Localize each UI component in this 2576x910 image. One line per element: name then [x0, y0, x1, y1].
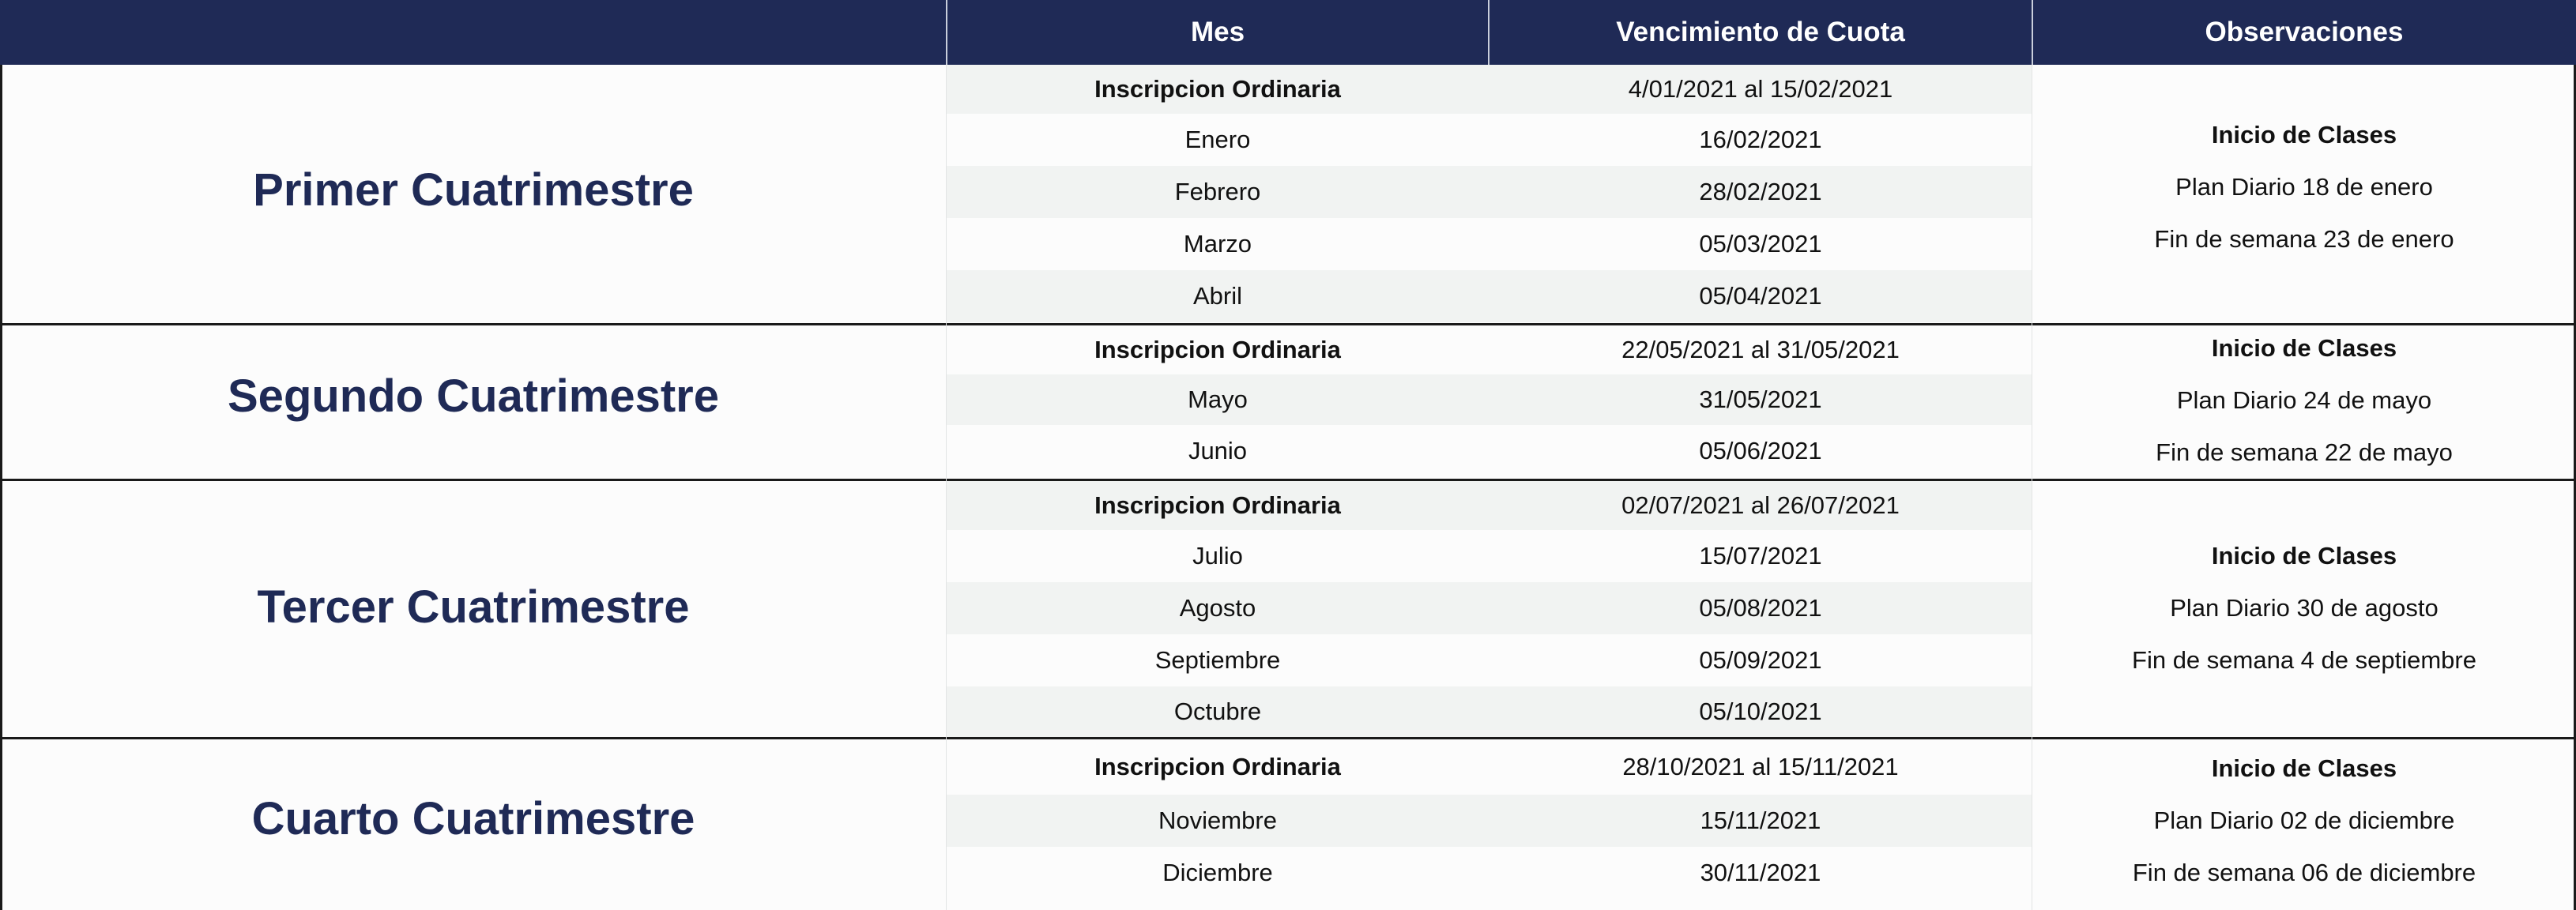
vencimiento-cell: 05/04/2021 — [1699, 282, 1822, 310]
observacion-line: Plan Diario 02 de diciembre — [2153, 807, 2455, 834]
table-row — [947, 325, 2032, 374]
mes-cell: Febrero — [1174, 178, 1261, 205]
table-border-left — [0, 65, 2, 910]
period-title: Primer Cuatrimestre — [253, 164, 694, 216]
mes-cell: Octubre — [1173, 698, 1262, 725]
table-row — [947, 374, 2032, 425]
mes-cell: Mayo — [1188, 385, 1248, 413]
mes-cell: Diciembre — [1162, 859, 1273, 886]
observacion-line: Plan Diario 18 de enero — [2175, 173, 2433, 201]
mes-cell: Septiembre — [1154, 646, 1281, 674]
table-row — [947, 270, 2032, 322]
observacion-line: Fin de semana 23 de enero — [2154, 225, 2454, 253]
table-row — [947, 530, 2032, 582]
mes-cell: Julio — [1192, 542, 1243, 570]
period-title: Segundo Cuatrimestre — [228, 370, 719, 422]
vencimiento-cell: 05/06/2021 — [1699, 437, 1822, 464]
table-row — [947, 686, 2032, 737]
table-row — [947, 634, 2032, 686]
mes-cell: Abril — [1192, 282, 1242, 310]
observacion-line: Fin de semana 06 de diciembre — [2132, 859, 2476, 886]
vencimiento-cell: 16/02/2021 — [1699, 126, 1822, 153]
header-period-cell — [0, 0, 947, 65]
table-row — [947, 218, 2032, 270]
vencimiento-cell: 05/10/2021 — [1699, 698, 1822, 725]
observacion-line: Fin de semana 22 de mayo — [2156, 438, 2453, 466]
mes-cell: Inscripcion Ordinaria — [1094, 491, 1341, 519]
observacion-heading: Inicio de Clases — [2211, 121, 2397, 149]
table-row — [947, 739, 2032, 795]
mes-cell: Inscripcion Ordinaria — [1094, 336, 1341, 363]
header-observaciones: Observaciones — [2032, 0, 2576, 65]
observacion-heading: Inicio de Clases — [2211, 334, 2397, 362]
mes-cell: Junio — [1188, 437, 1248, 464]
period-title: Cuarto Cuatrimestre — [251, 792, 695, 844]
vencimiento-cell: 15/07/2021 — [1699, 542, 1822, 570]
mes-cell: Agosto — [1179, 594, 1256, 622]
vencimiento-cell: 05/08/2021 — [1699, 594, 1822, 622]
observacion-line: Plan Diario 24 de mayo — [2176, 386, 2432, 414]
vencimiento-cell: 02/07/2021 al 26/07/2021 — [1621, 491, 1900, 519]
vencimiento-cell: 28/10/2021 al 15/11/2021 — [1622, 753, 1899, 780]
column-divider — [946, 65, 947, 910]
mes-cell: Inscripcion Ordinaria — [1094, 75, 1341, 103]
vencimiento-cell: 22/05/2021 al 31/05/2021 — [1621, 336, 1900, 363]
vencimiento-cell: 05/03/2021 — [1699, 230, 1822, 258]
table-row — [947, 65, 2032, 114]
mes-cell: Noviembre — [1158, 807, 1277, 834]
vencimiento-cell: 05/09/2021 — [1699, 646, 1822, 674]
vencimiento-cell: 31/05/2021 — [1699, 385, 1822, 413]
table-row — [947, 795, 2032, 847]
table-row — [947, 481, 2032, 530]
header-vencimiento: Vencimiento de Cuota — [1489, 0, 2032, 65]
vencimiento-cell: 15/11/2021 — [1700, 807, 1821, 834]
table-row — [947, 166, 2032, 218]
header-divider — [2032, 0, 2033, 65]
header-divider — [1488, 0, 1489, 65]
table-row — [947, 114, 2032, 166]
observacion-heading: Inicio de Clases — [2211, 754, 2397, 782]
vencimiento-cell: 28/02/2021 — [1699, 178, 1822, 205]
mes-cell: Enero — [1184, 126, 1251, 153]
table-row — [947, 847, 2032, 910]
observacion-line: Fin de semana 4 de septiembre — [2132, 646, 2476, 674]
observacion-line: Plan Diario 30 de agosto — [2170, 594, 2439, 622]
vencimiento-cell: 30/11/2021 — [1700, 859, 1821, 886]
header-mes: Mes — [947, 0, 1489, 65]
observacion-heading: Inicio de Clases — [2211, 542, 2397, 570]
period-title: Tercer Cuatrimestre — [257, 581, 690, 633]
mes-cell: Inscripcion Ordinaria — [1094, 753, 1341, 780]
header-divider — [946, 0, 947, 65]
mes-cell: Marzo — [1183, 230, 1252, 258]
table-row — [947, 582, 2032, 634]
table-row — [947, 425, 2032, 477]
vencimiento-cell: 4/01/2021 al 15/02/2021 — [1628, 75, 1893, 103]
